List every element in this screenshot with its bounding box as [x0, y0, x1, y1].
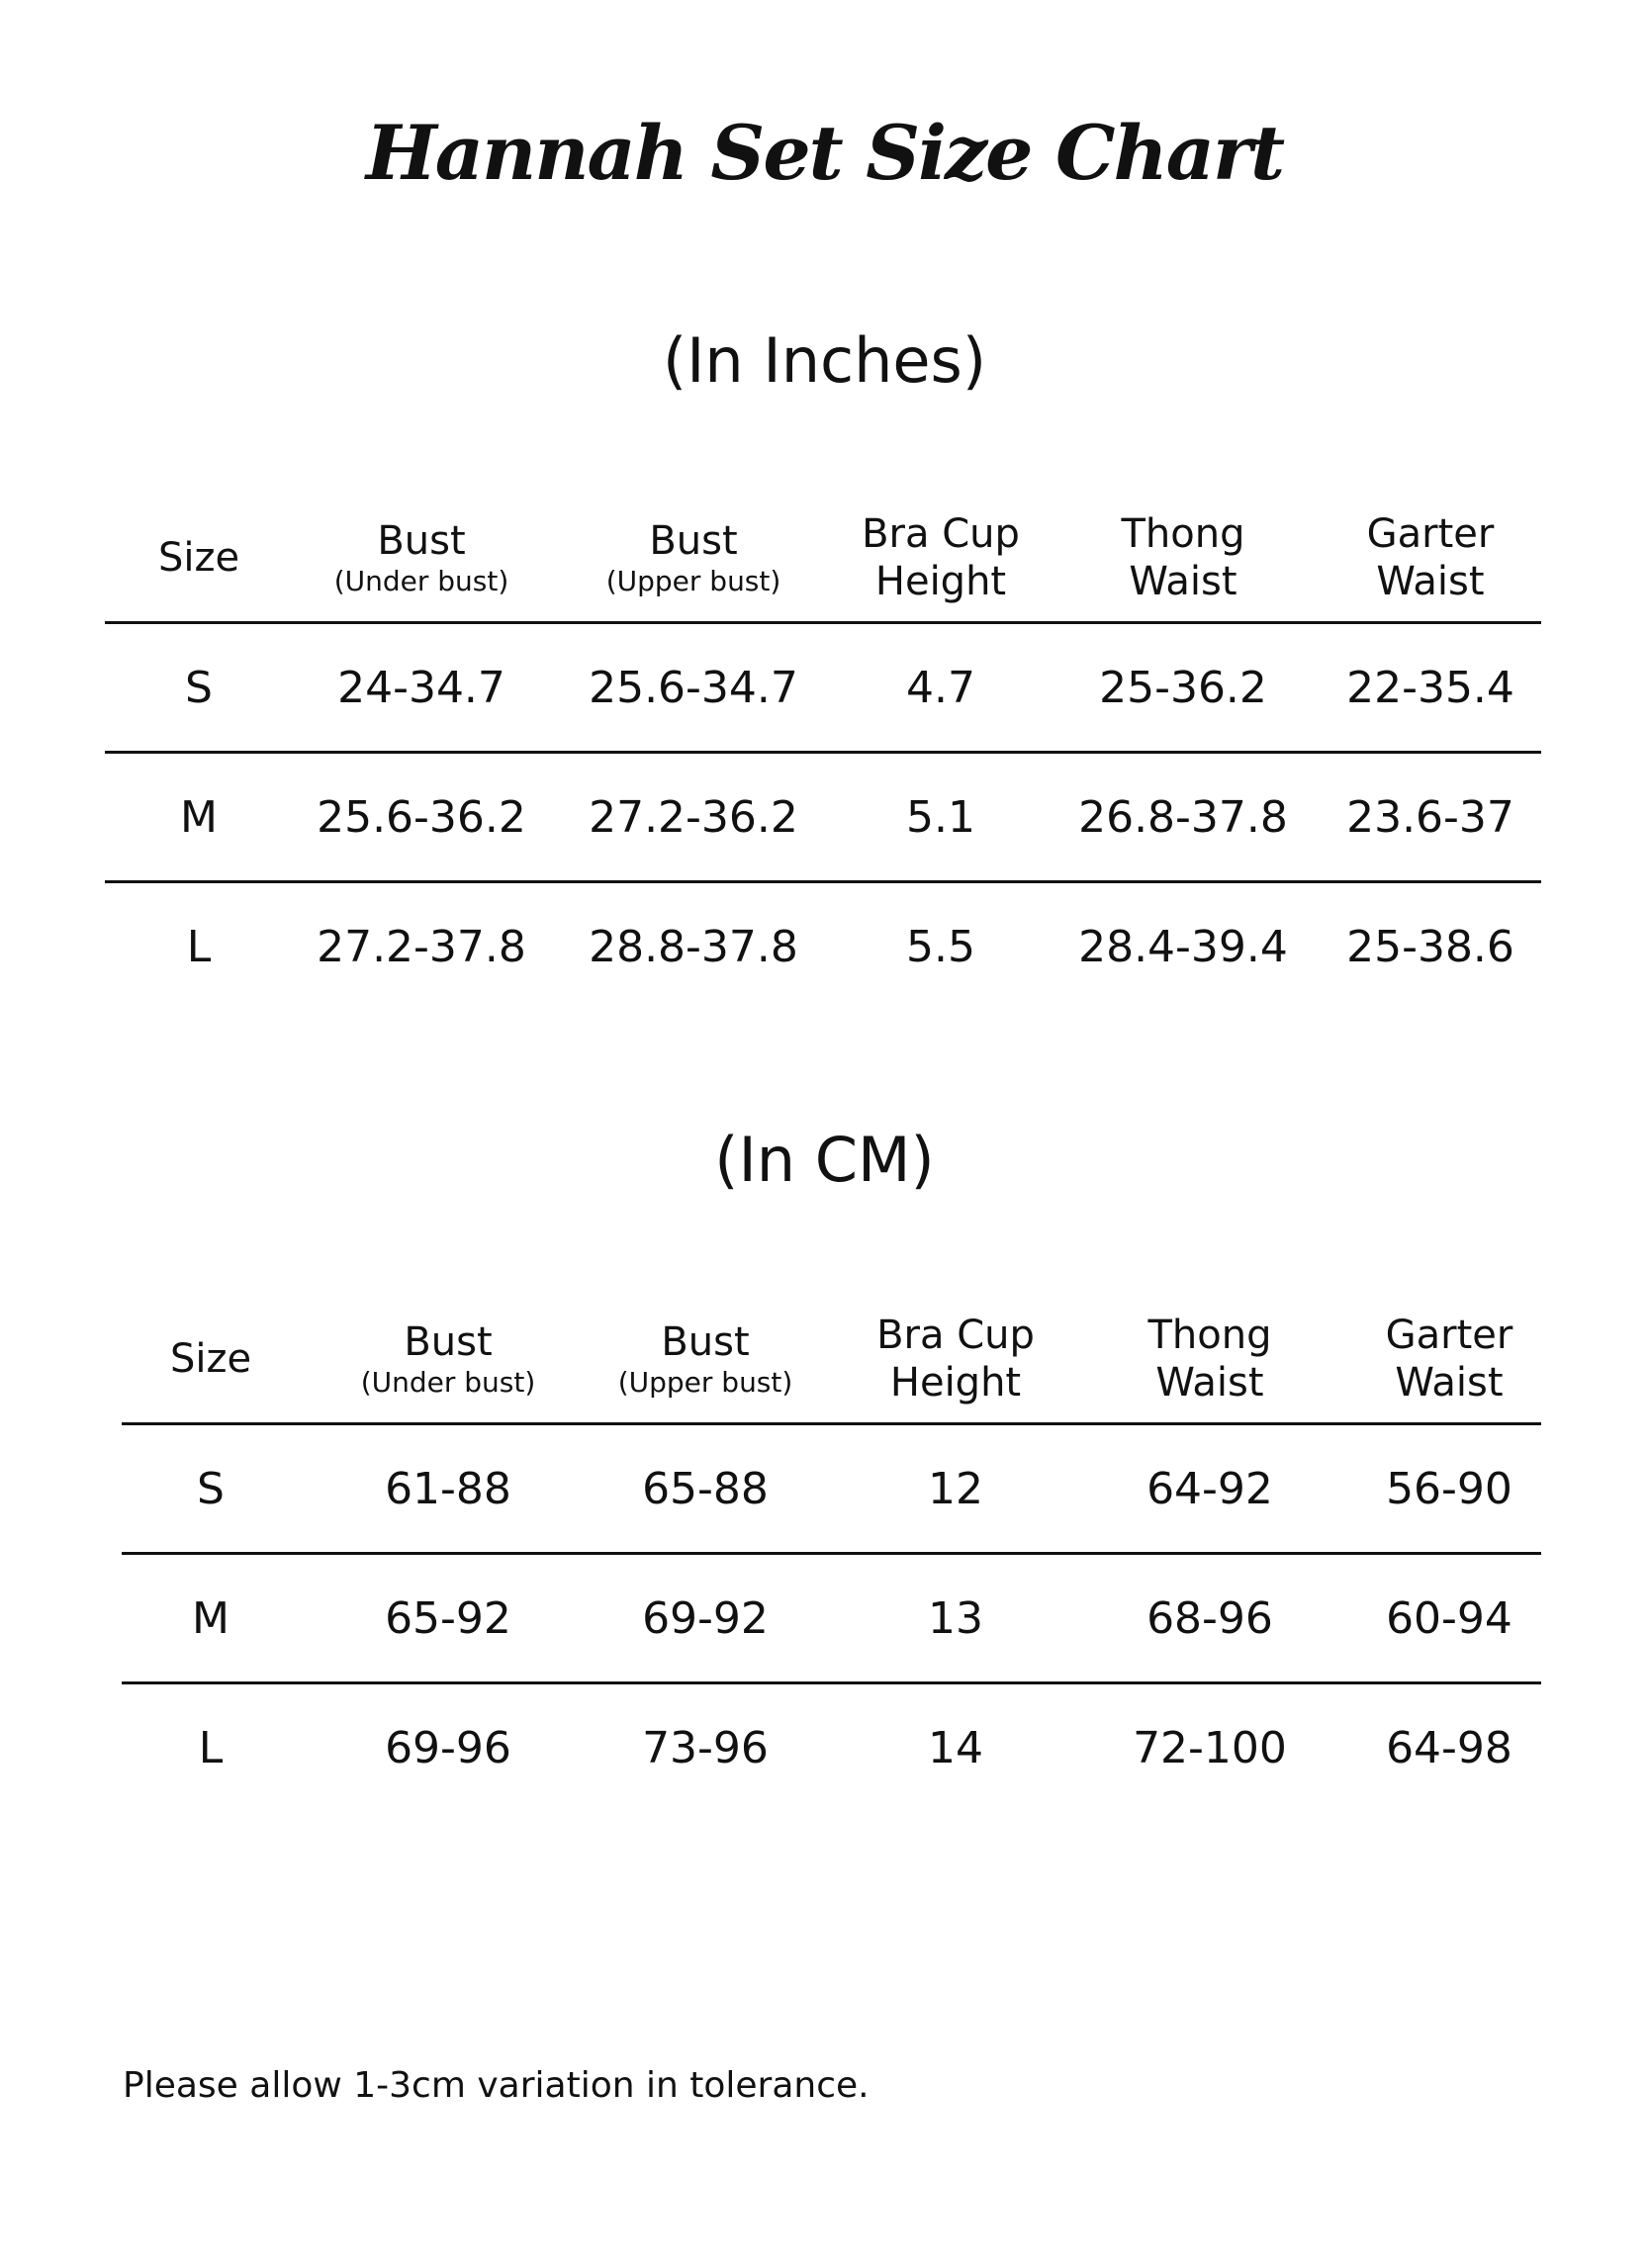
cell-size: S — [185, 662, 213, 713]
header-sublabel: (Upper bust) — [605, 565, 781, 597]
cell-bust-upper: 25.6-34.7 — [589, 662, 798, 713]
cm-section-title: (In CM) — [714, 1124, 935, 1196]
cell-bust-upper: 65-88 — [642, 1463, 769, 1514]
header-label: Waist — [1395, 1360, 1504, 1406]
cell-bra-cup-height: 14 — [928, 1722, 983, 1773]
cell-bust-upper: 69-92 — [642, 1592, 769, 1644]
header-label: Garter — [1366, 511, 1495, 557]
cell-garter-waist: 22-35.4 — [1346, 662, 1514, 713]
header-sublabel: (Under bust) — [333, 565, 509, 597]
header-garter-waist — [1335, 1296, 1563, 1422]
header-bust-upper — [577, 1296, 834, 1422]
cell-bust-under: 27.2-37.8 — [317, 921, 526, 972]
cell-bra-cup-height: 5.5 — [906, 921, 975, 972]
header-label: Height — [889, 1360, 1022, 1406]
header-garter-waist — [1317, 495, 1544, 621]
cell-thong-waist: 26.8-37.8 — [1078, 791, 1288, 843]
header-label: Waist — [1129, 559, 1237, 604]
table-row — [122, 1684, 1541, 1811]
cell-size: M — [180, 791, 218, 843]
inches-size-table — [105, 495, 1541, 1010]
cell-bra-cup-height: 13 — [928, 1592, 983, 1644]
cell-thong-waist: 72-100 — [1133, 1722, 1287, 1773]
table-header — [122, 1296, 1541, 1422]
header-thong-waist — [1069, 495, 1297, 621]
header-sublabel: (Upper bust) — [617, 1366, 793, 1399]
tolerance-note: Please allow 1-3cm variation in tolerance. — [123, 2065, 870, 2106]
table-row — [105, 624, 1541, 751]
cell-bust-under: 65-92 — [385, 1592, 511, 1644]
header-bust-upper — [565, 495, 822, 621]
cell-bra-cup-height: 12 — [928, 1463, 983, 1514]
header-label: Garter — [1385, 1313, 1513, 1358]
table-row — [122, 1425, 1541, 1552]
cell-size: S — [197, 1463, 225, 1514]
cell-garter-waist: 23.6-37 — [1346, 791, 1514, 843]
header-label: Waist — [1376, 559, 1485, 604]
cell-bust-upper: 28.8-37.8 — [589, 921, 798, 972]
cell-bust-under: 25.6-36.2 — [317, 791, 526, 843]
header-bra-cup-height — [827, 495, 1054, 621]
cell-thong-waist: 28.4-39.4 — [1078, 921, 1288, 972]
header-label: Bust — [649, 518, 738, 564]
cell-thong-waist: 68-96 — [1146, 1592, 1273, 1644]
cell-bra-cup-height: 4.7 — [906, 662, 975, 713]
page-title: Hannah Set Size Chart — [365, 109, 1284, 197]
header-label: Bra Cup — [862, 511, 1020, 557]
table-row — [122, 1555, 1541, 1681]
cell-garter-waist: 64-98 — [1386, 1722, 1512, 1773]
cell-bra-cup-height: 5.1 — [906, 791, 975, 843]
cell-bust-under: 24-34.7 — [337, 662, 505, 713]
header-bra-cup-height — [842, 1296, 1069, 1422]
header-label: Bust — [377, 518, 466, 564]
header-label: Bust — [661, 1319, 750, 1365]
header-sublabel: (Under bust) — [360, 1366, 536, 1399]
header-label: Height — [874, 559, 1007, 604]
cell-garter-waist: 56-90 — [1386, 1463, 1512, 1514]
header-label: Waist — [1155, 1360, 1264, 1406]
header-label: Thong — [1121, 511, 1245, 557]
header-label: Size — [157, 535, 240, 581]
cell-garter-waist: 60-94 — [1386, 1592, 1512, 1644]
header-thong-waist — [1096, 1296, 1324, 1422]
header-size — [122, 1296, 300, 1422]
cell-size: L — [198, 1722, 224, 1773]
cell-thong-waist: 25-36.2 — [1099, 662, 1267, 713]
cell-size: L — [186, 921, 212, 972]
header-label: Bust — [404, 1319, 493, 1365]
header-label: Thong — [1147, 1313, 1272, 1358]
cm-size-table — [122, 1296, 1541, 1811]
cell-garter-waist: 25-38.6 — [1346, 921, 1514, 972]
cell-size: M — [192, 1592, 229, 1644]
table-row — [105, 754, 1541, 880]
cell-bust-under: 61-88 — [385, 1463, 511, 1514]
cell-thong-waist: 64-92 — [1146, 1463, 1273, 1514]
cell-bust-under: 69-96 — [385, 1722, 511, 1773]
header-size — [105, 495, 293, 621]
header-bust-under — [293, 495, 550, 621]
cell-bust-upper: 27.2-36.2 — [589, 791, 798, 843]
cell-bust-upper: 73-96 — [642, 1722, 769, 1773]
header-label: Bra Cup — [876, 1313, 1035, 1358]
table-row — [105, 883, 1541, 1010]
inches-section-title: (In Inches) — [662, 324, 987, 397]
table-header — [105, 495, 1541, 621]
header-label: Size — [169, 1336, 252, 1382]
header-bust-under — [320, 1296, 577, 1422]
